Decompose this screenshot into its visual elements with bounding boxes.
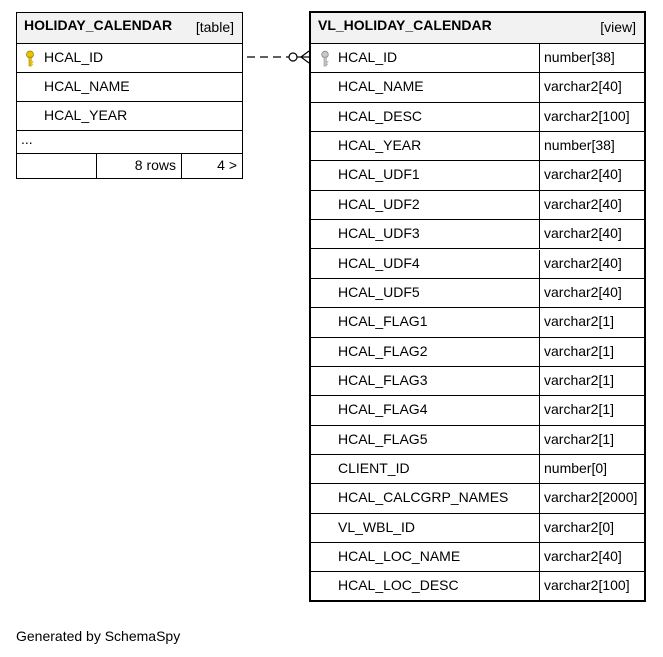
column-divider — [539, 338, 540, 366]
column-name: HCAL_UDF4 — [338, 254, 420, 271]
holiday-calendar-column-hcal-year[interactable] — [17, 102, 242, 131]
column-type: varchar2[1] — [544, 342, 615, 359]
holiday-calendar-kind: [table] — [195, 19, 234, 35]
more-columns-ellipsis: ... — [21, 131, 33, 147]
column-divider — [539, 191, 540, 219]
column-divider — [539, 543, 540, 571]
column-divider — [539, 132, 540, 160]
column-type: number[38] — [544, 49, 615, 65]
footer-text: Generated by SchemaSpy — [16, 628, 181, 644]
column-divider — [539, 572, 540, 601]
column-name: HCAL_CALCGRP_NAMES — [338, 489, 509, 506]
vl-holiday-calendar-view[interactable] — [309, 11, 646, 602]
column-divider — [539, 161, 540, 189]
holiday-calendar-stats-row — [17, 154, 242, 178]
vl-column-hcal-desc[interactable] — [311, 103, 644, 132]
column-type: varchar2[40] — [544, 166, 622, 183]
column-type: varchar2[40] — [544, 283, 622, 300]
column-name: HCAL_ID — [338, 49, 398, 65]
column-type: varchar2[100] — [544, 107, 630, 124]
column-divider — [539, 396, 540, 424]
column-name: HCAL_LOC_DESC — [338, 577, 459, 594]
column-type: number[0] — [544, 459, 608, 476]
vl-holiday-calendar-header[interactable] — [311, 13, 644, 44]
primary-key-icon — [24, 50, 36, 67]
column-divider — [539, 308, 540, 336]
vl-column-hcal-loc-name[interactable] — [311, 543, 644, 572]
vl-column-hcal-flag5[interactable] — [311, 426, 644, 455]
vl-column-vl-wbl-id[interactable] — [311, 514, 644, 543]
column-type: varchar2[2000] — [544, 489, 638, 506]
column-type: varchar2[1] — [544, 371, 615, 388]
holiday-calendar-column-hcal-name[interactable] — [17, 73, 242, 102]
vl-column-hcal-flag3[interactable] — [311, 367, 644, 396]
vl-column-hcal-udf3[interactable] — [311, 220, 644, 249]
holiday-calendar-title: HOLIDAY_CALENDAR — [24, 17, 173, 33]
vl-column-client-id[interactable] — [311, 455, 644, 484]
column-type: varchar2[40] — [544, 195, 622, 212]
vl-column-hcal-name[interactable] — [311, 73, 644, 102]
implied-key-icon — [319, 50, 331, 67]
row-count: 8 rows — [134, 157, 176, 173]
column-name: HCAL_DESC — [338, 107, 423, 124]
column-type: number[38] — [544, 137, 615, 154]
column-name: HCAL_NAME — [338, 78, 424, 95]
vl-column-hcal-udf4[interactable] — [311, 250, 644, 279]
vl-column-hcal-year[interactable] — [311, 132, 644, 161]
column-name: HCAL_FLAG3 — [338, 371, 428, 388]
vl-holiday-calendar-kind: [view] — [600, 19, 636, 35]
column-name: HCAL_UDF1 — [338, 166, 420, 183]
vl-column-hcal-id[interactable] — [311, 44, 644, 73]
relationship-connector — [243, 48, 311, 68]
column-name: HCAL_FLAG2 — [338, 342, 428, 359]
children-link[interactable]: 4 > — [217, 157, 237, 173]
column-divider — [539, 279, 540, 307]
vl-column-hcal-udf2[interactable] — [311, 191, 644, 220]
column-type: varchar2[1] — [544, 401, 615, 418]
column-name: HCAL_UDF5 — [338, 283, 420, 300]
column-divider — [539, 103, 540, 131]
column-name: HCAL_LOC_NAME — [338, 548, 461, 564]
column-divider — [539, 73, 540, 101]
column-name: HCAL_FLAG4 — [338, 401, 428, 418]
column-divider — [539, 514, 540, 542]
column-type: varchar2[40] — [544, 254, 622, 271]
stats-divider — [181, 154, 182, 178]
vl-holiday-calendar-title: VL_HOLIDAY_CALENDAR — [318, 17, 492, 33]
vl-column-hcal-loc-desc[interactable] — [311, 572, 644, 601]
column-type: varchar2[100] — [544, 577, 630, 594]
holiday-calendar-column-hcal-id[interactable] — [17, 44, 242, 73]
column-name: HCAL_YEAR — [338, 137, 422, 154]
column-type: varchar2[1] — [544, 430, 615, 447]
column-name: HCAL_UDF2 — [338, 195, 420, 212]
vl-column-hcal-calcgrp-names[interactable] — [311, 484, 644, 513]
column-type: varchar2[40] — [544, 225, 622, 242]
column-name: HCAL_YEAR — [44, 107, 128, 123]
column-divider — [539, 220, 540, 248]
holiday-calendar-more-columns — [17, 131, 242, 154]
column-type: varchar2[1] — [544, 313, 615, 330]
column-name: VL_WBL_ID — [338, 518, 416, 535]
column-divider — [539, 455, 540, 483]
column-type: varchar2[40] — [544, 548, 622, 564]
column-divider — [539, 44, 540, 72]
column-name: HCAL_ID — [44, 49, 104, 65]
vl-column-hcal-udf5[interactable] — [311, 279, 644, 308]
column-type: varchar2[0] — [544, 518, 615, 535]
column-name: HCAL_FLAG5 — [338, 430, 428, 447]
column-divider — [539, 250, 540, 278]
column-name: HCAL_UDF3 — [338, 225, 420, 242]
column-type: varchar2[40] — [544, 78, 622, 95]
holiday-calendar-header[interactable] — [17, 13, 242, 44]
column-divider — [539, 484, 540, 512]
column-divider — [539, 426, 540, 454]
column-divider — [539, 367, 540, 395]
vl-column-hcal-flag2[interactable] — [311, 338, 644, 367]
vl-column-hcal-flag1[interactable] — [311, 308, 644, 337]
column-name: CLIENT_ID — [338, 459, 410, 476]
column-name: HCAL_FLAG1 — [338, 313, 428, 330]
column-name: HCAL_NAME — [44, 78, 130, 94]
vl-column-hcal-flag4[interactable] — [311, 396, 644, 425]
stats-divider — [96, 154, 97, 178]
holiday-calendar-table[interactable] — [16, 12, 243, 179]
vl-column-hcal-udf1[interactable] — [311, 161, 644, 190]
